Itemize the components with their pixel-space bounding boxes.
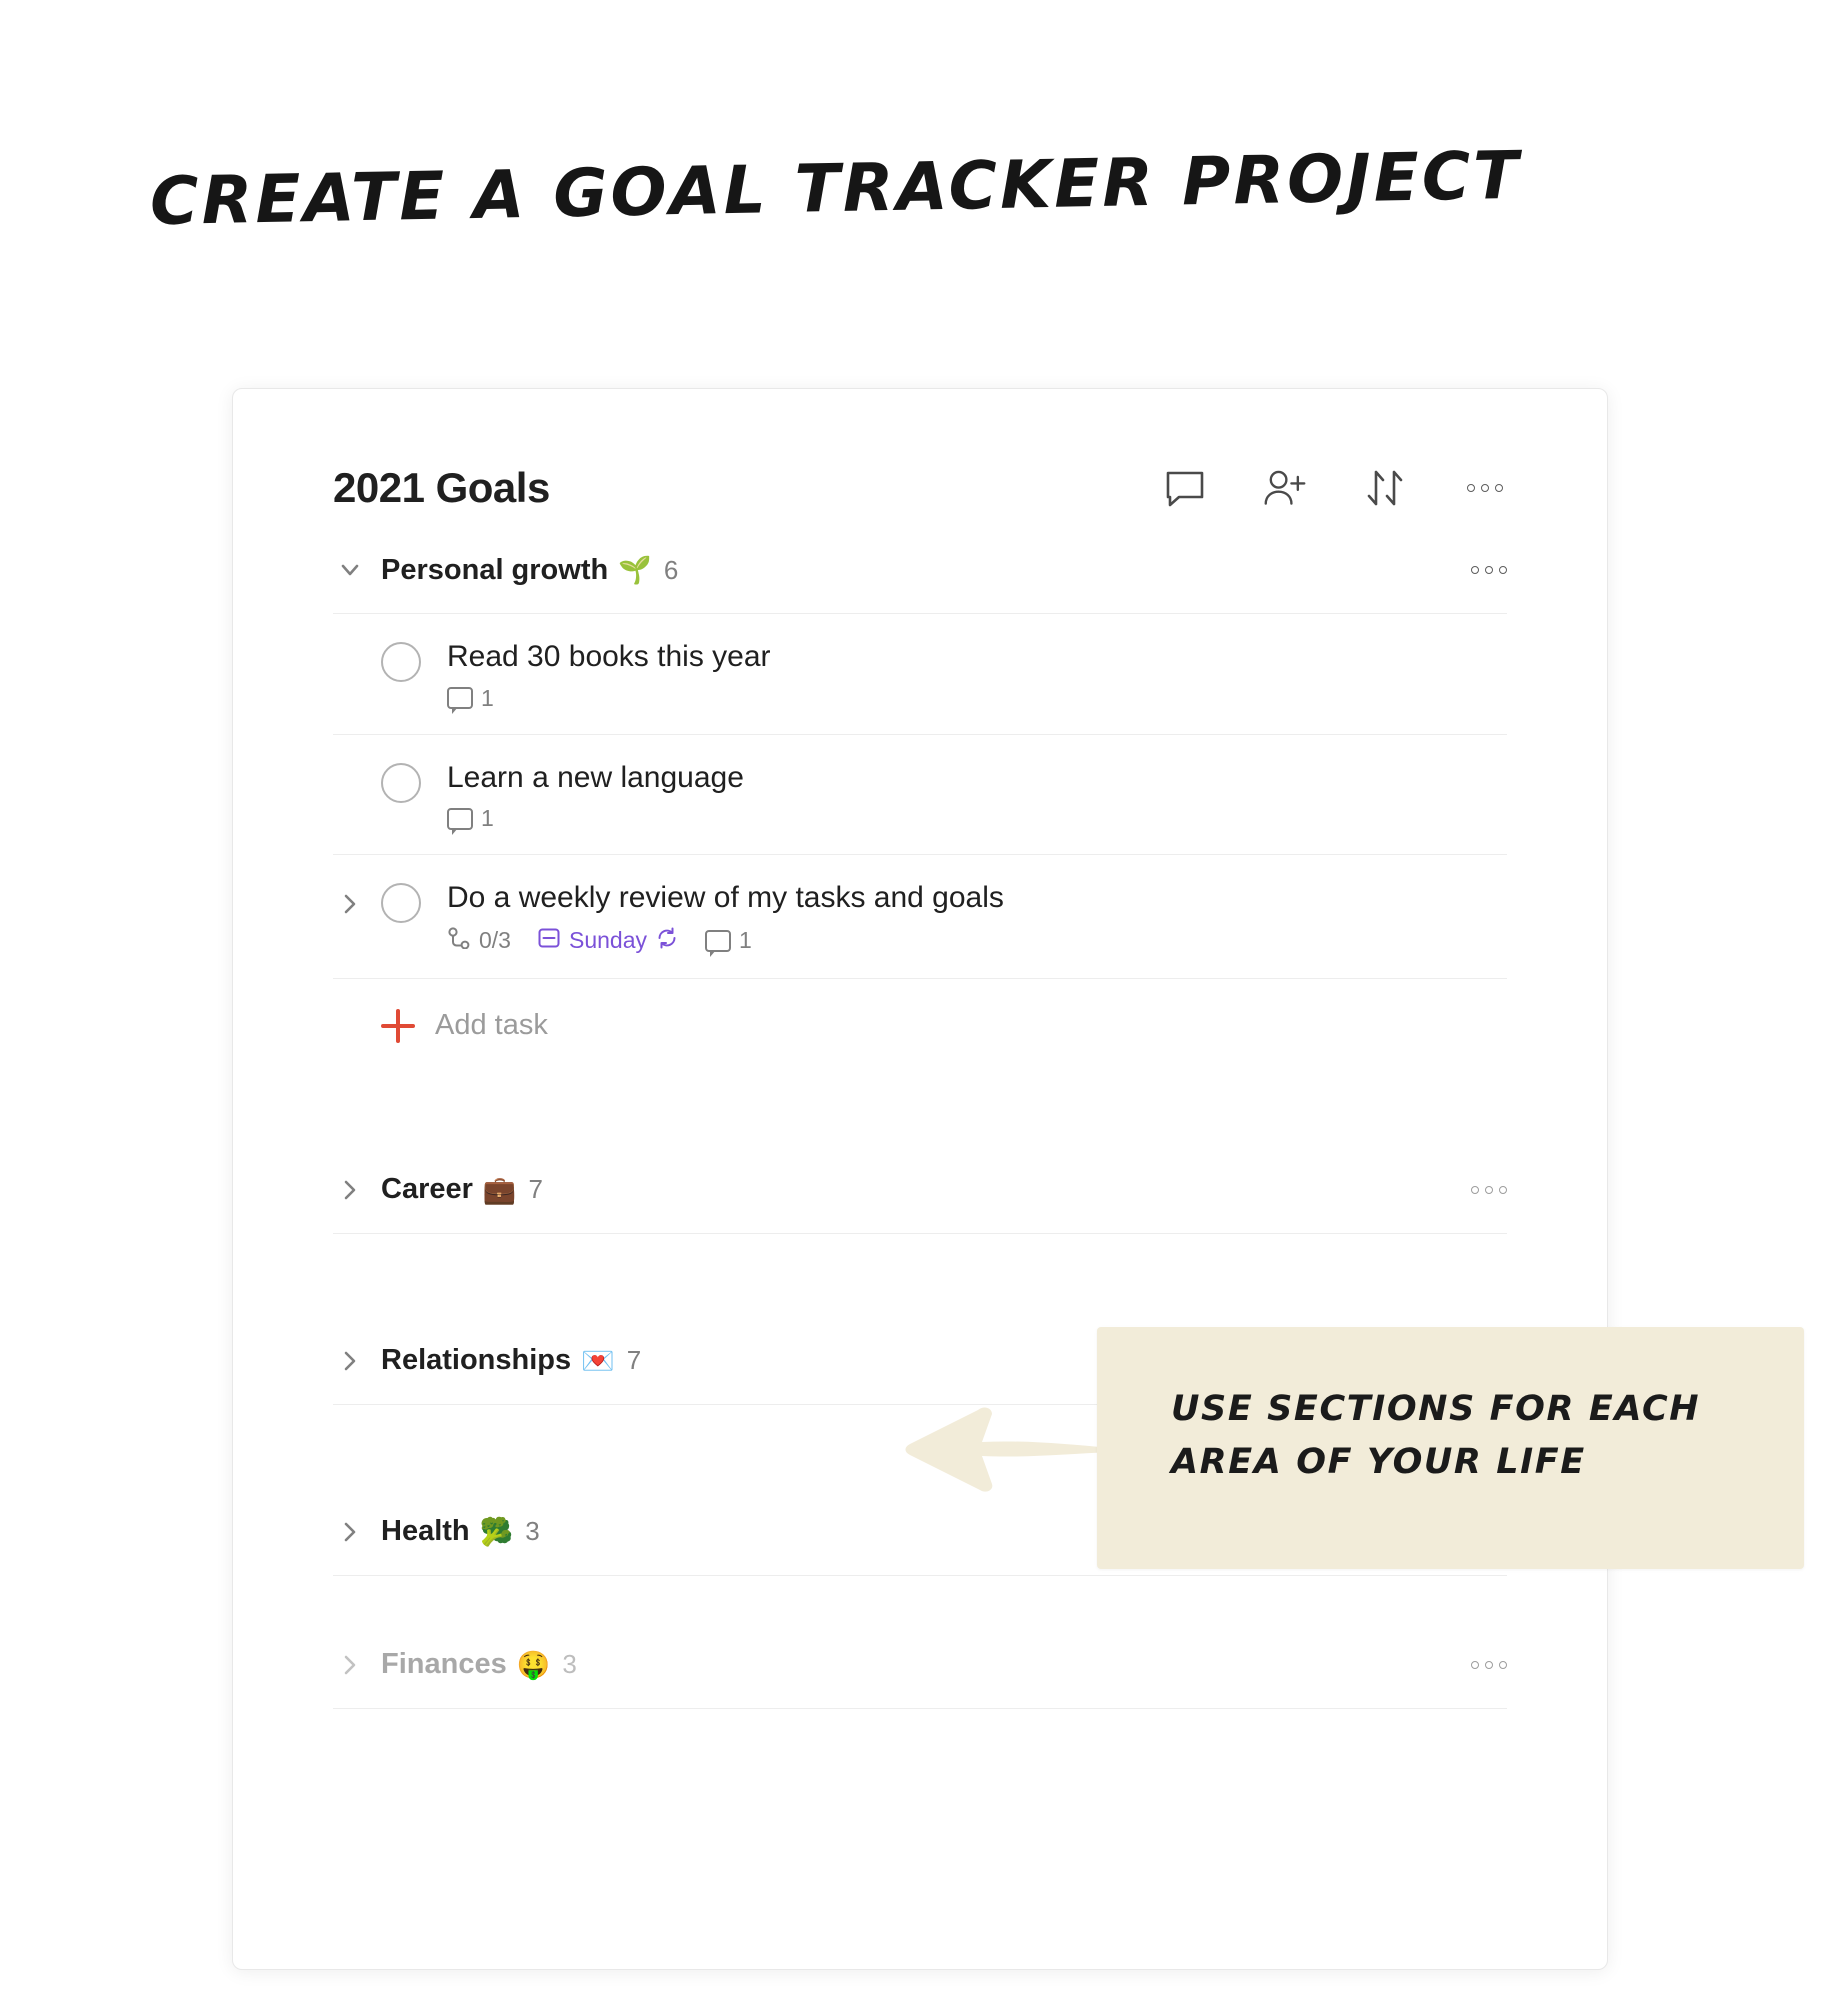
section-name: Career [381, 1173, 473, 1205]
section-emoji-broccoli: 🥦 [479, 1516, 514, 1547]
subtask-count-value: 0/3 [479, 927, 511, 953]
project-header [333, 389, 1507, 527]
subtask-icon [447, 927, 471, 955]
section-emoji-love-letter: 💌 [581, 1345, 615, 1376]
calendar-icon [537, 926, 561, 956]
task-title: Learn a new language [447, 760, 744, 794]
comment-count-value: 1 [739, 927, 752, 953]
chevron-right-icon[interactable] [333, 1173, 367, 1207]
more-options-dots [1467, 484, 1503, 492]
section-more-options-icon[interactable] [1471, 566, 1507, 574]
chevron-right-icon[interactable] [333, 1344, 367, 1378]
spacer [333, 1234, 1507, 1318]
comment-count-value: 1 [481, 684, 494, 711]
project-title: 2021 Goals [333, 464, 550, 511]
spacer [333, 1063, 1507, 1147]
section-count: 6 [663, 554, 679, 585]
section-name: Relationships [381, 1344, 572, 1376]
spacer [333, 1576, 1507, 1622]
more-options-icon[interactable] [1463, 466, 1507, 510]
comment-count-value: 1 [481, 805, 494, 831]
task-meta [447, 926, 1004, 956]
task-checkbox[interactable] [381, 763, 421, 803]
task-row[interactable] [333, 735, 1507, 856]
comment-bubble-icon [705, 930, 731, 952]
project-header-actions [1163, 466, 1507, 510]
add-person-icon[interactable] [1263, 466, 1307, 510]
section-header-personal-growth[interactable] [333, 527, 1507, 614]
section-more-options-icon[interactable] [1471, 1186, 1507, 1194]
section-name: Personal growth [381, 553, 609, 586]
task-comment-count[interactable] [705, 927, 752, 954]
project-card [232, 388, 1608, 1970]
chevron-right-icon[interactable] [333, 1648, 367, 1682]
task-expand-chevron[interactable] [333, 881, 381, 926]
task-title: Read 30 books this year [447, 640, 771, 673]
task-row[interactable] [333, 855, 1507, 979]
annotation-line-1: USE SECTIONS FOR EACH [1171, 1389, 1701, 1429]
task-meta [447, 685, 771, 712]
comment-bubble-icon [447, 687, 473, 709]
chevron-down-icon[interactable] [333, 553, 367, 587]
annotation-arrow-icon [896, 1378, 1116, 1518]
sort-icon[interactable] [1363, 466, 1407, 510]
page-title: CREATE A GOAL TRACKER PROJECT [149, 136, 1523, 241]
task-comment-count[interactable] [447, 685, 494, 712]
annotation-callout [1097, 1327, 1804, 1569]
section-more-options-icon[interactable] [1471, 1661, 1507, 1669]
section-name: Health [381, 1515, 470, 1547]
task-checkbox[interactable] [381, 642, 421, 682]
plus-icon [381, 1009, 415, 1043]
task-title: Do a weekly review of my tasks and goals [447, 881, 1004, 914]
section-count: 7 [626, 1345, 642, 1375]
recurring-icon [655, 926, 679, 956]
section-emoji-sprout: 🌱 [618, 555, 652, 585]
annotation-line-2: AREA OF YOUR LIFE [1171, 1441, 1586, 1482]
section-emoji-briefcase: 💼 [482, 1174, 517, 1205]
task-comment-count[interactable] [447, 805, 494, 832]
add-task-label: Add task [435, 1009, 548, 1041]
section-count: 3 [525, 1516, 540, 1546]
task-subtask-count [447, 927, 511, 955]
section-count: 3 [562, 1649, 577, 1679]
section-header-career[interactable] [333, 1147, 1507, 1234]
task-checkbox[interactable] [381, 883, 421, 923]
chevron-right-icon[interactable] [333, 1515, 367, 1549]
task-expand-slot [333, 640, 381, 646]
due-date-value: Sunday [568, 927, 647, 953]
annotation-callout-text [1171, 1383, 1751, 1488]
comments-icon[interactable] [1163, 466, 1207, 510]
section-header-finances[interactable] [333, 1622, 1507, 1709]
comment-bubble-icon [447, 808, 473, 830]
add-task-button[interactable] [333, 979, 1507, 1063]
task-due-date[interactable] [537, 926, 679, 956]
section-name: Finances [381, 1648, 507, 1680]
task-expand-slot [333, 761, 381, 767]
task-meta [447, 805, 744, 832]
section-emoji-money-face: 🤑 [516, 1649, 551, 1680]
task-row[interactable] [333, 614, 1507, 735]
section-count: 7 [528, 1174, 543, 1204]
